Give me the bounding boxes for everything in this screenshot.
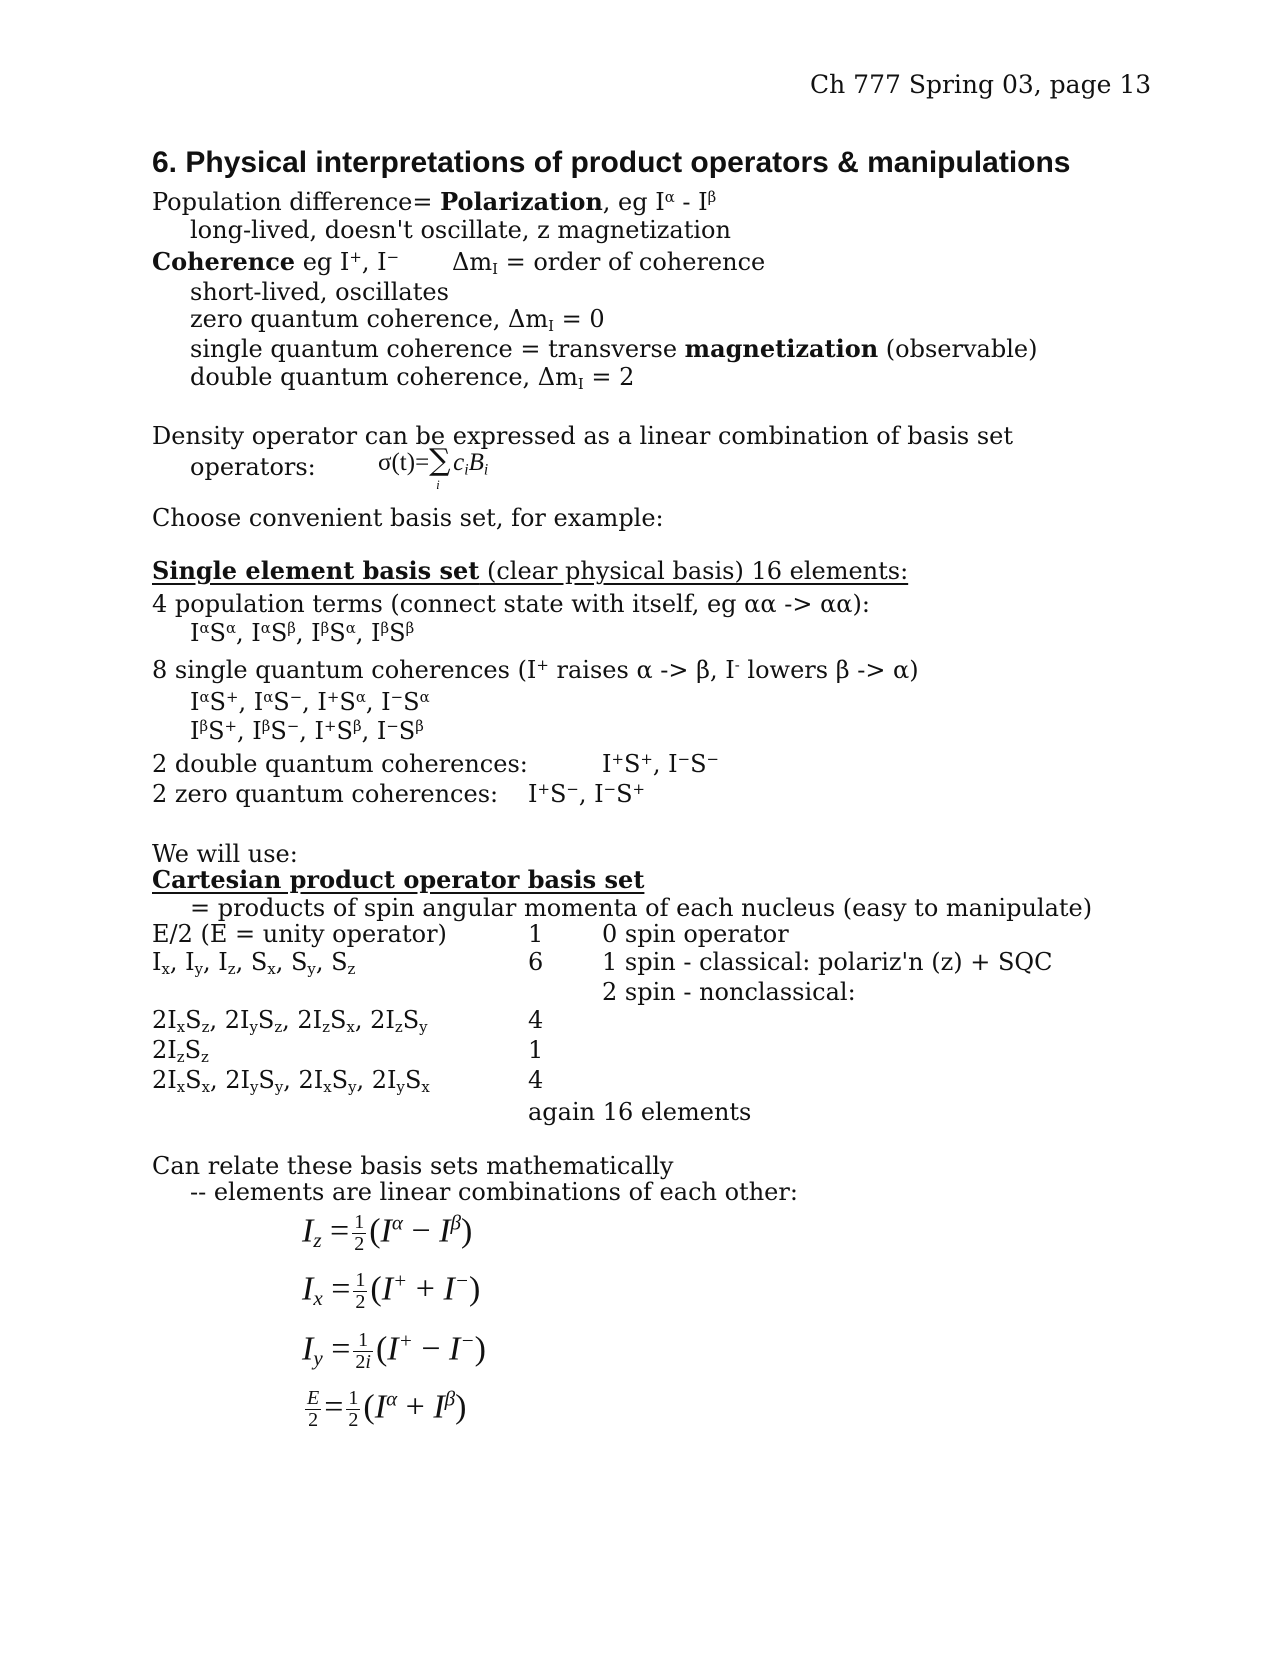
cart-row-5-ops: $2I_xS_x$, $2I_yS_y$, $2I_xS_y$, $2I_yS_x$ — [152, 1066, 430, 1097]
cart-row-3-count: 4 — [528, 1006, 544, 1034]
cart-row-1-count: 6 — [528, 948, 544, 976]
coherence-eg: eg I — [295, 248, 350, 276]
order-text: = order of coherence — [497, 248, 766, 276]
sq-coherences-line: 8 single quantum coherences (I+ raises α -> β, I- lowers β -> α) — [152, 655, 919, 684]
cart-row-0-count: 1 — [528, 920, 544, 948]
delta-m-sub: I — [492, 260, 498, 279]
cart-row-0-note: 0 spin operator — [602, 920, 789, 948]
section-title: 6. Physical interpretations of product operators & manipulations — [152, 146, 1071, 179]
cart-row-1-ops: $I_x$, $I_y$, $I_z$, $S_x$, $S_y$, $S_z$ — [152, 948, 356, 979]
equation-iz: $I_z$ = $\frac{1}{2}$ $(I^\alpha - I^\beta)$ — [302, 1210, 473, 1255]
zero-quantum-line — [190, 305, 605, 336]
coherence-minus: − — [386, 247, 400, 266]
cart-row-1-note: 1 spin - classical: polariz'n (z) + SQC — [602, 948, 1053, 976]
zero-quantum-b: = 0 — [554, 305, 605, 333]
density-line1: Density operator can be expressed as a linear combination of basis set — [152, 422, 1014, 450]
single-basis-title: Single element basis set — [152, 556, 480, 585]
dq-terms: I+S+, I−S− — [602, 749, 720, 778]
zq-terms: I+S−, I−S+ — [528, 779, 646, 808]
polarization-term: Polarization — [440, 187, 603, 216]
basis-b-sub: i — [483, 461, 489, 479]
page-header: Ch 777 Spring 03, page 13 — [810, 70, 1152, 99]
coherence-short: short-lived, oscillates — [190, 278, 449, 306]
sum-symbol: ∑ — [429, 443, 451, 478]
double-quantum-line — [190, 363, 635, 394]
alpha-sup: α — [664, 187, 675, 206]
cartesian-desc: = products of spin angular momenta of each nucleus (easy to manipulate) — [190, 894, 1093, 922]
sum-index: i — [436, 477, 440, 492]
cart-total: again 16 elements — [528, 1098, 752, 1126]
double-quantum-a: double quantum coherence, Δm — [190, 363, 578, 391]
equation-e: $\frac{E}{2}$ = $\frac{1}{2}$ $(I^\alpha + I^\beta)$ — [307, 1386, 467, 1431]
cart-row-3-ops: $2I_xS_z$, $2I_yS_z$, $2I_zS_x$, $2I_zS_y$ — [152, 1006, 428, 1037]
single-basis-heading — [152, 556, 909, 585]
coef-c: c — [453, 449, 465, 476]
coherence-order — [452, 248, 766, 279]
coherence-comma: , I — [361, 248, 387, 276]
population-line — [152, 187, 717, 216]
single-quantum-line — [190, 334, 1038, 363]
relate-line2: -- elements are linear combinations of each other: — [190, 1178, 798, 1206]
population-rest: , eg I — [602, 188, 665, 216]
population-minus: - I — [674, 188, 708, 216]
equation-ix: $I_x$ = $\frac{1}{2}$ (I+ + I−) — [302, 1268, 481, 1313]
choose-basis: Choose convenient basis set, for example: — [152, 504, 664, 532]
equation-iy: $I_y$ = $\frac{1}{2i}$ (I+ − I−) — [302, 1328, 486, 1373]
coherence-line — [152, 247, 400, 276]
double-quantum-b: = 2 — [583, 363, 635, 391]
coherence-term: Coherence — [152, 247, 296, 276]
cart-row-2-note: 2 spin - nonclassical: — [602, 978, 856, 1006]
population-intro: Population difference= — [152, 188, 433, 216]
zero-quantum-sub: I — [548, 317, 555, 336]
formula-lhs: σ(t)= — [378, 449, 430, 476]
cartesian-title: Cartesian product operator basis set — [152, 865, 645, 894]
we-will-use: We will use: — [152, 840, 298, 868]
magnetization-term: magnetization — [684, 334, 879, 363]
coef-c-sub: i — [464, 461, 469, 479]
double-quantum-sub: I — [577, 375, 584, 394]
population-terms-line: 4 population terms (connect state with itself, eg αα -> αα): — [152, 590, 870, 618]
cart-row-4-count: 1 — [528, 1036, 544, 1064]
basis-b: B — [468, 449, 484, 476]
sq-line-c: lowers β -> α) — [739, 656, 919, 684]
zero-quantum-a: zero quantum coherence, Δm — [190, 305, 549, 333]
relate-line1: Can relate these basis sets mathematically — [152, 1152, 674, 1180]
population-terms: $I^\alpha S^\alpha$, $I^\alpha S^\beta$, $I^\beta S^\alpha$, $I^\beta S^\beta$ — [190, 618, 415, 647]
sq-line-a: 8 single quantum coherences (I — [152, 656, 537, 684]
sq-row-1: $I^\alpha S^+$, $I^\alpha S^-$, $I^+S^\alpha$, $I^-S^\alpha$ — [190, 687, 430, 716]
dq-label: 2 double quantum coherences: — [152, 750, 528, 778]
cart-row-4-ops: $2I_zS_z$ — [152, 1036, 209, 1067]
cart-row-5-count: 4 — [528, 1066, 544, 1094]
density-formula — [378, 443, 489, 492]
single-basis-rest: (clear physical basis) 16 elements: — [479, 557, 909, 585]
density-line2: operators: — [190, 453, 316, 481]
population-desc: long-lived, doesn't oscillate, z magnetization — [190, 216, 731, 244]
sq-row-2: $I^\beta S^+$, $I^\beta S^-$, $I^+S^\beta$, $I^-S^\beta$ — [190, 716, 424, 745]
coherence-plus: + — [349, 247, 362, 266]
zq-label: 2 zero quantum coherences: — [152, 780, 499, 808]
single-quantum-b: (observable) — [878, 335, 1038, 363]
single-quantum-a: single quantum coherence = transverse — [190, 335, 685, 363]
beta-sup: β — [707, 187, 717, 206]
cart-row-0-ops: E/2 (E = unity operator) — [152, 920, 447, 948]
sq-line-b: raises α -> β, I — [548, 656, 735, 684]
delta-m: Δm — [452, 248, 493, 276]
